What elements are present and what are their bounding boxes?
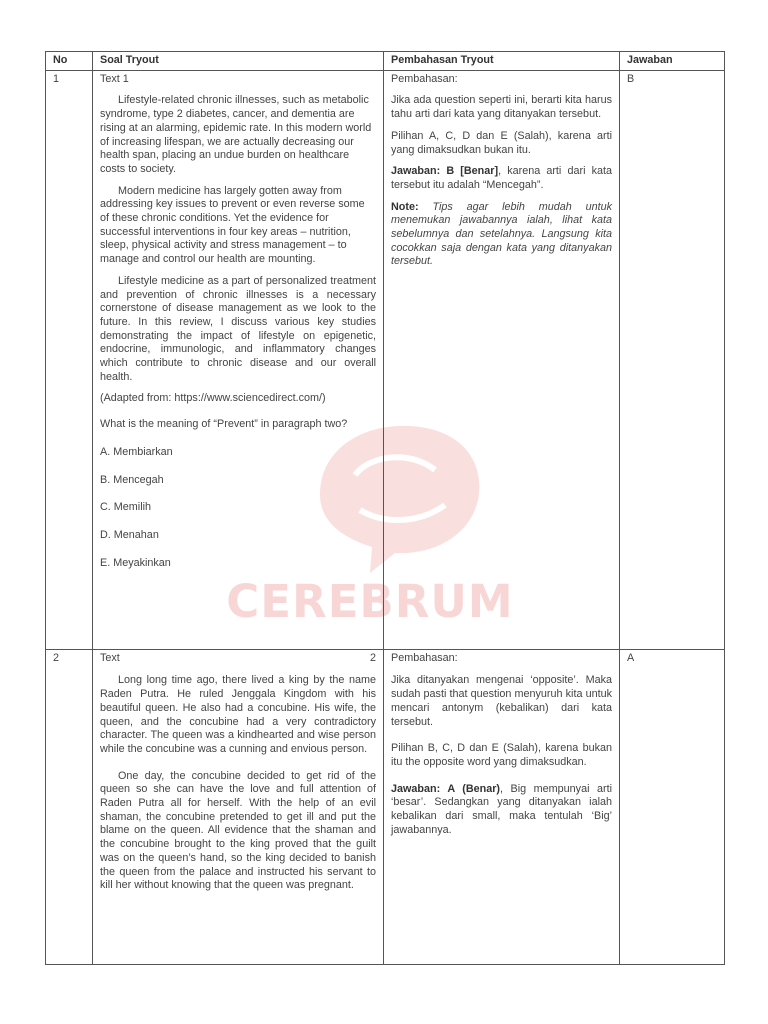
paragraph: Long long time ago, there lived a king by the name Raden Putra. He ruled Jenggala Kingdom with his beautiful queen. He also had a concubine. His wife, the queen, and the concubine had a very contradictory character. The queen was a kindhearted and wise person while the concubine was a cunning and envious person.	[100, 674, 376, 755]
header-soal: Soal Tryout	[93, 52, 384, 71]
option-e: E. Meyakinkan	[100, 556, 171, 569]
soal-title: Text 1	[100, 72, 129, 85]
table-row	[46, 70, 725, 649]
pembahasan-label: Pembahasan:	[391, 651, 458, 664]
answer-cell: B	[620, 70, 725, 649]
pembahasan-cell	[384, 70, 620, 649]
soal-title-line	[100, 652, 376, 666]
option-b: B. Mencegah	[100, 473, 164, 486]
soal-cell	[93, 649, 384, 964]
note-label: Note:	[391, 200, 419, 213]
header-no: No	[46, 52, 93, 71]
option-c: C. Memilih	[100, 501, 151, 514]
jawaban-reason: , Big mempunyai arti ‘besar’. Sedangkan yang ditanyakan ialah kebalikan dari small, maka tentulah ‘Big’ jawabannya.	[391, 782, 612, 836]
question-text: What is the meaning of “Prevent” in paragraph two?	[100, 418, 348, 431]
source-citation: (Adapted from: https://www.sciencedirect.com/)	[100, 392, 326, 405]
option-d: D. Menahan	[100, 528, 159, 541]
paragraph: One day, the concubine decided to get rid of the queen so she can have the love and full attention of Raden Putra all for herself. With the help of an evil shaman, the concubine pretended to get ill and put the blame on the queen. All evidence that the shaman and the concubine brought to the king proved that the guilt was on the queen’s hand, so the king decided to banish the queen from the palace and instructed his servant to kill her without knowing that the queen was pregnant.	[100, 769, 376, 892]
pembahasan-text: Jika ada question seperti ini, berarti kita harus tahu arti dari kata yang ditanyakan tersebut.	[391, 94, 612, 121]
pembahasan-text: Jika ditanyakan mengenai ‘opposite’. Maka sudah pasti that question menyuruh kita untuk mencari antonym (kebalikan) dari kata tersebut.	[391, 674, 612, 728]
row-number: 2	[46, 649, 93, 964]
header-pembahasan: Pembahasan Tryout	[384, 52, 620, 71]
note-text: Tips agar lebih mudah untuk menemukan jawabannya ialah, lihat kata sebelumnya dan setelahnya. Langsung kita cocokkan saja dengan kata yang ditanyakan tersebut.	[391, 200, 613, 268]
pembahasan-label: Pembahasan:	[391, 72, 458, 85]
table-row	[46, 649, 725, 964]
pembahasan-cell	[384, 649, 620, 964]
soal-title-number: 2	[369, 651, 376, 664]
header-row	[46, 52, 725, 71]
pembahasan-text: Pilihan B, C, D dan E (Salah), karena bukan itu the opposite word yang dimaksudkan.	[391, 742, 612, 768]
watermark-text: CEREBRUM	[226, 575, 514, 628]
answer-cell: A	[620, 649, 725, 964]
jawaban-label: Jawaban: A (Benar)	[391, 782, 501, 795]
paragraph: Lifestyle-related chronic illnesses, such as metabolic syndrome, type 2 diabetes, cancer, and dementia are rising at an alarming, epidemic rate. In this modern world of increasing lifespan, we are actually decreasing our health span, placing an undue burden on healthcare costs to society.	[100, 94, 372, 175]
paragraph: Lifestyle medicine as a part of personalized treatment and prevention of chronic illnesses is a necessary cornerstone of disease management as we look to the future. In this review, I discuss various key studies demonstrating the impact of lifestyle on epigenetic, endocrine, immunologic, and inflammatory changes which contribute to chronic disease and our overall health.	[100, 274, 376, 383]
jawaban-explanation	[391, 165, 612, 192]
tryout-table	[45, 51, 725, 965]
jawaban-label: Jawaban: B [Benar]	[391, 165, 499, 178]
soal-title: Text	[100, 651, 120, 664]
jawaban-reason: , karena arti dari kata tersebut itu adalah “Mencegah”.	[391, 165, 613, 191]
option-a: A. Membiarkan	[100, 445, 173, 458]
note	[391, 201, 612, 270]
row-number: 1	[46, 70, 93, 649]
pembahasan-text: Pilihan A, C, D dan E (Salah), karena arti yang dimaksudkan bukan itu.	[391, 129, 612, 156]
soal-cell	[93, 70, 384, 649]
paragraph: Modern medicine has largely gotten away from addressing key issues to prevent or even reverse some of these chronic conditions. Yet the evidence for successful interventions in four key areas – nutrition, sleep, physical activity and stress management – to manage and control our health are mounting.	[100, 184, 365, 266]
jawaban-explanation	[391, 783, 612, 838]
header-jawaban: Jawaban	[620, 52, 725, 71]
